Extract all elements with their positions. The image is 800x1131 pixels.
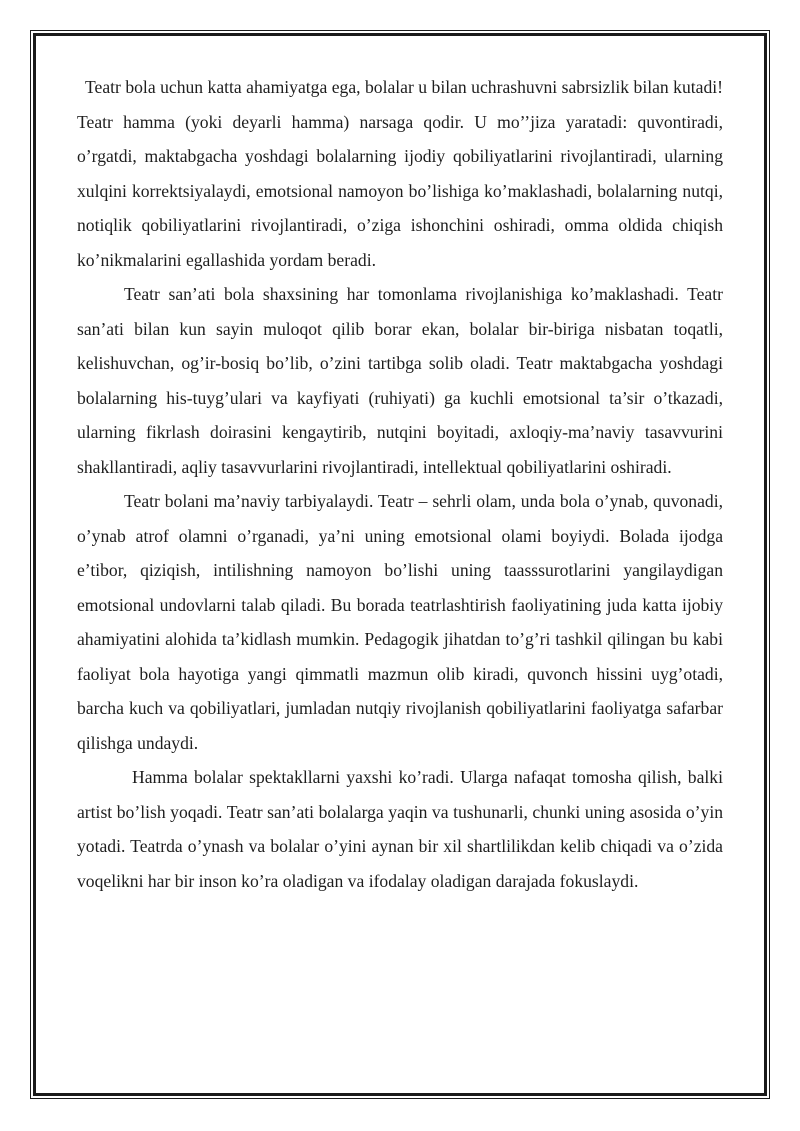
paragraph-4: Hamma bolalar spektakllarni yaxshi ko’radi. Ularga nafaqat tomosha qilish, balki artist bo’lish yoqadi. Teatr san’ati bolalarga yaqin va tushunarli, chunki uning asosida o’yin yotadi. Teatrda o’ynash va bolalar o’yini aynan bir xil shartlilikdan kelib chiqadi va o’zida voqelikni har bir inson ko’ra oladigan va ifodalay oladigan darajada fokuslaydi. — [77, 767, 723, 891]
paragraph-2: Teatr san’ati bola shaxsining har tomonlama rivojlanishiga ko’maklashadi. Teatr san’ati bilan kun sayin muloqot qilib borar ekan, bolalar bir-biriga nisbatan toqatli, kelishuvchan, og’ir-bosiq bo’lib, o’zini tartibga solib oladi. Teatr maktabgacha yoshdagi bolalarning his-tuyg’ulari va kayfiyati (ruhiyati) ga kuchli emotsional ta’sir o’tkazadi, ularning fikrlash doirasini kengaytirib, nutqini boyitadi, axloqiy-ma’naviy tasavvurini shakllantiradi, aqliy tasavvurlarini rivojlantiradi, intellektual qobiliyatlarini oshiradi. — [77, 284, 723, 477]
paragraph-1: Teatr bola uchun katta ahamiyatga ega, bolalar u bilan uchrashuvni sabrsizlik bilan kutadi! Teatr hamma (yoki deyarli hamma) narsaga qodir. U mo’’jiza yaratadi: quvontiradi, o’rgatdi, maktabgacha yoshdagi bolalarning ijodiy qobiliyatlarini rivojlantiradi, ularning xulqini korrektsiyalaydi, emotsional namoyon bo’lishiga ko’maklashadi, bolalarning nutqi, notiqlik qobiliyatlarini rivojlantiradi, o’ziga ishonchini oshiradi, omma oldida chiqish ko’nikmalarini egallashida yordam beradi. — [77, 77, 723, 270]
paragraph-3: Teatr bolani ma’naviy tarbiyalaydi. Teatr – sehrli olam, unda bola o’ynab, quvonadi, o’ynab atrof olamni o’rganadi, ya’ni uning emotsional olami boyiydi. Bolada ijodga e’tibor, qiziqish, intilishning namoyon bo’lishi uning taasssurotlarini yangilaydigan emotsional undovlarni talab qiladi. Bu borada teatrlashtirish faoliyatining juda katta ijobiy ahamiyatini alohida ta’kidlash mumkin. Pedagogik jihatdan to’g’ri tashkil qilingan bu kabi faoliyat bola hayotiga yangi qimmatli mazmun olib kiradi, quvonch hissini uyg’otadi, barcha kuch va qobiliyatlari, jumladan nutqiy rivojlanish qobiliyatlarini faoliyatga safarbar qilishga undaydi. — [77, 491, 723, 753]
document-body — [77, 70, 723, 898]
